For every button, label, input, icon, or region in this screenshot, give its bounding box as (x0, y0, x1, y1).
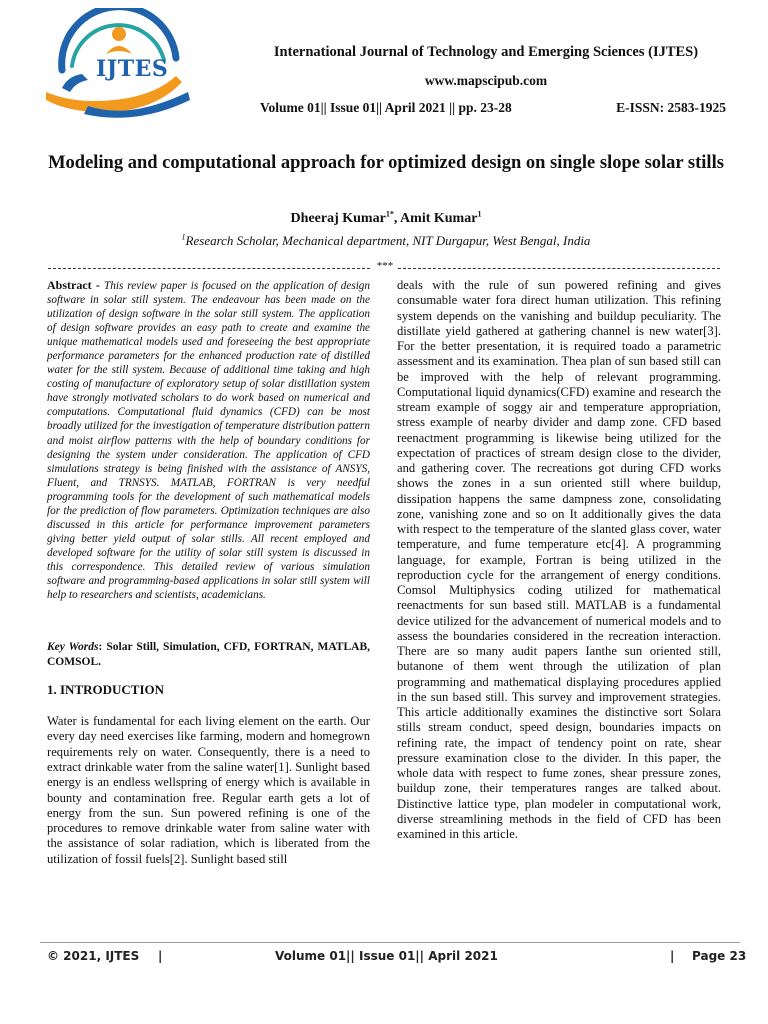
journal-name: International Journal of Technology and Emerging Sciences (IJTES) (273, 44, 699, 60)
footer-volume: Volume 01|| Issue 01|| April 2021 (275, 949, 498, 963)
paper-title: Modeling and computational approach for optimized design on single slope solar stills (48, 153, 724, 173)
footer-rule (40, 942, 740, 943)
keywords-text: : Solar Still, Simulation, CFD, FORTRAN, MATLAB, COMSOL. (47, 641, 370, 669)
journal-website-link[interactable]: www.mapscipub.com (424, 73, 548, 88)
footer-page-number: Page 23 (692, 949, 747, 963)
author-1: Dheeraj Kumar (290, 211, 386, 226)
abstract (47, 278, 370, 602)
divider-line-right (398, 268, 720, 269)
issn: E-ISSN: 2583-1925 (616, 100, 726, 115)
section-heading-introduction: 1. INTRODUCTION (47, 682, 165, 698)
abstract-label: Abstract - (47, 278, 105, 292)
footer-separator: | (670, 949, 675, 963)
volume-line (246, 100, 726, 116)
affiliation-text: Research Scholar, Mechanical department, NIT Durgapur, West Bengal, India (185, 233, 591, 248)
section-divider (48, 260, 720, 274)
left-column (47, 278, 370, 867)
author-1-affil-mark: 1* (385, 209, 394, 219)
logo-text: IJTES (96, 56, 169, 82)
footer-separator: | (158, 949, 163, 963)
right-column (397, 278, 721, 842)
volume-info: Volume 01|| Issue 01|| April 2021 || pp. 23-28 (260, 100, 512, 115)
author-2: Amit Kumar (400, 211, 478, 226)
keywords (47, 640, 370, 670)
divider-line-left (48, 268, 370, 269)
authors (44, 211, 728, 227)
abstract-text: This review paper is focused on the application of design software in solar still system. The endeavour has been made on the utilization of design software in the solar still system. The application of design software provides an easy path to create and examine the unique mathematical models used and foreseeing the best appropriate performance parameters for the enhanced production rate of distilled water for the still system. Because of additional time taking and high costing of manufacture of exploratory setup of solar distillation system have strongly motivated scholars to do work based on numerical and computations. Computational fluid dynamics (CFD) can be most broadly utilized for the investigation of temperature distribution pattern and moist airflow patterns with the help of boundary conditions for designing the system under consideration. The application of CFD simulations strategy is being finished with the assistance of ANSYS, Fluent, and TRNSYS. MATLAB, FORTRAN is very needful programming tools for the development of such mathematical models for the prediction of flow parameters. Optimization techniques are also discussed in this article for performance improvement parameters giving better yield output of solar stills. All recent employed and developed software for the utility of solar still system is discussed in this correspondence. This detailed review of various simulation software and programming-based applications in solar still system will help to researchers and scientists, academicians. (47, 280, 370, 602)
author-separator: , (393, 211, 401, 226)
journal-logo (44, 8, 214, 120)
affiliation (44, 233, 728, 249)
divider-stars: *** (376, 260, 394, 272)
footer-copyright: © 2021, IJTES (47, 949, 140, 963)
introduction-text-right: deals with the rule of sun powered refining and gives consumable water fora direct human utilization. This refining system depends on the vanishing and buildup peculiarity. The distillate yield gathered at gathering channel is new water[3]. For the better presentation, it is required toado a parametric assessment and its examination. Thea plan of sun based still can be improved with the help of relevant programming. Computational liquid dynamics(CFD) examine and research the stream example of soggy air and temperature appropriation, stress example of nearby divider and damp zone. CFD based reenactment programming is likewise being utilized for the expectation of practices of stream design close to the divider, and gathering cover. The recreations got during CFD works shows the zones in a sun oriented still where buildup, dissipation happens the same dampness zone, consolidating zone, vanishing zone and so on It additionally gives the data with respect to the temperature of the slanted glass cover, water temperature, and fume temperature etc[4]. A programming language, for example, Fortran is being utilized in the reproduction cycle for the arrangement of energy conditions. Comsol Multiphysics coding utilized for mathematical reenactments for sun based still. MATLAB is a fundamental device utilized for the advancement of numerical models and to assess the boundaries considered in the recreation interaction. There are so many audit papers Ianthe sun oriented still, butanone of them went through the utilization of plan programming and mathematical displaying procedures applied in the sun based still. This survey and improvement strategies. This article additionally examines the distinctive sort Solara stills stream conduct, speed design, boundaries impacts on refining rate, the impact of tendency point on rate, shear pressure examination close to the divider. In this paper, the whole data with respect to fume zones, shear pressure zones, buildup zone, their temperatures ranges are talked about. Distinctive lattice type, plan modeler in computational work, diverse streamlining methods in the field of CFD has been examined in this article. (397, 278, 721, 841)
keywords-label: Key Words (47, 641, 99, 654)
affiliation-mark: 1 (181, 232, 186, 242)
introduction-text-left: Water is fundamental for each living element on the earth. Our every day need exercises like farming, modern and homegrown requirements rely on water. Consequently, there is a need to extract drinkable water from the saline water[1]. Sunlight based energy is an endless wellspring of energy which is available in bounty and contamination free. Regular earth gets a lot of energy from the sun. Sun powered refining is one of the procedures to remove drinkable water from saline water with the assistance of solar radiation, which is liberated from the utilization of fossil fuels[2]. Sunlight based still (47, 714, 370, 866)
author-2-affil-mark: 1 (477, 209, 482, 219)
